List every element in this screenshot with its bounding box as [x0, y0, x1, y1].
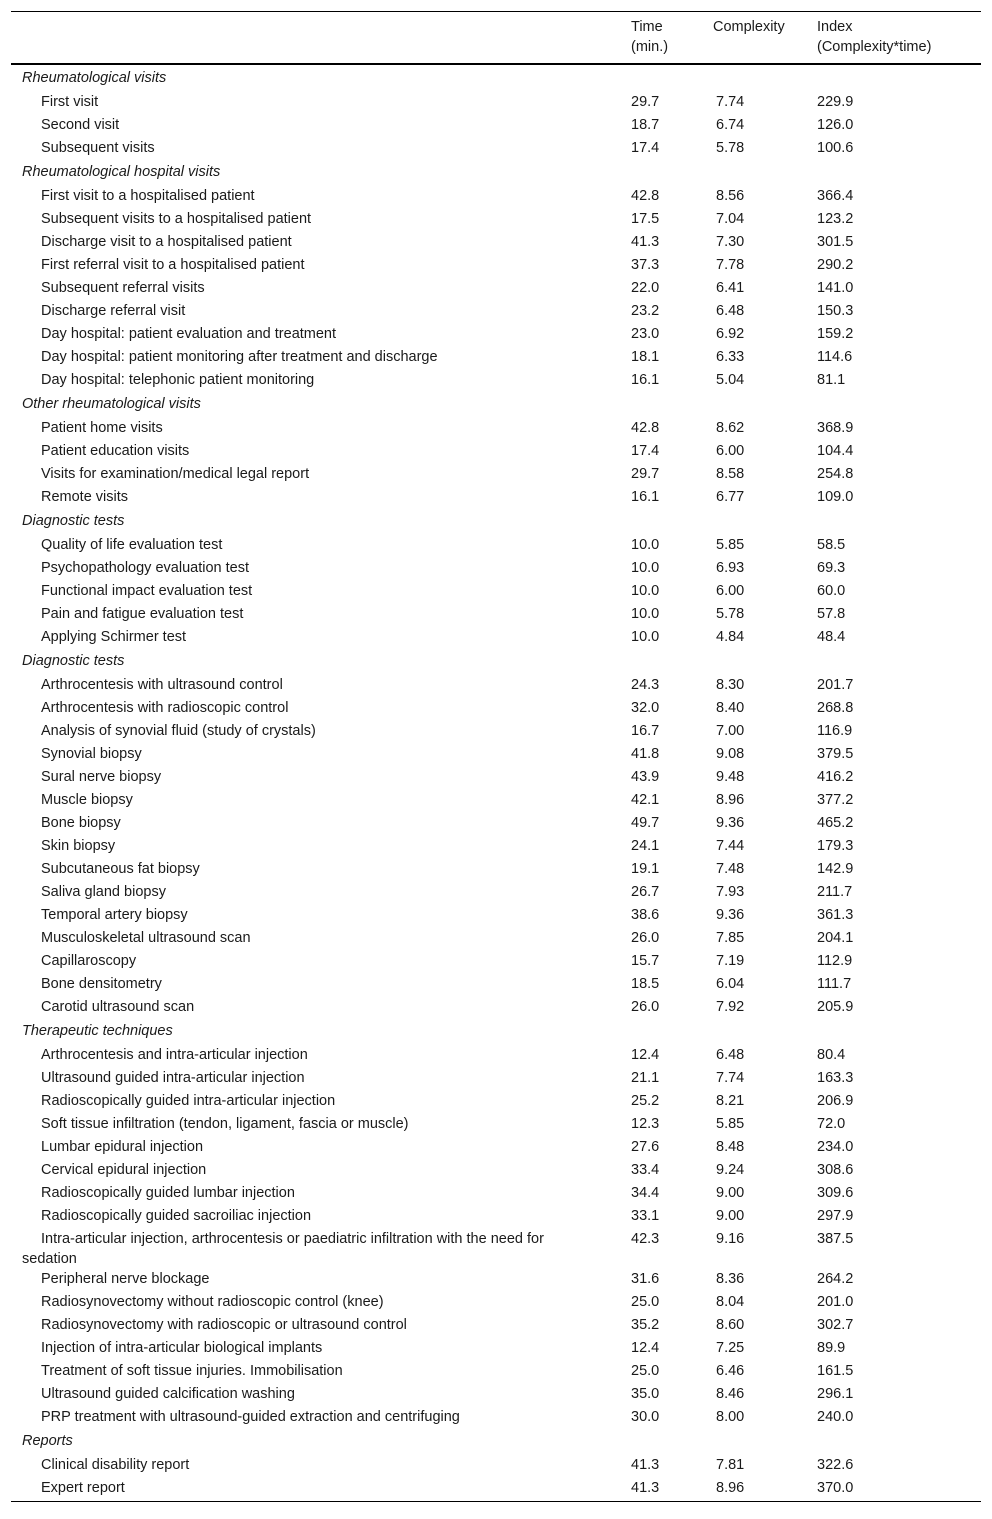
complexity-cell: 9.08 [716, 746, 745, 762]
index-cell: 104.4 [817, 443, 854, 459]
time-cell: 10.0 [631, 629, 660, 645]
complexity-cell: 6.33 [716, 349, 745, 365]
table-row [11, 441, 981, 464]
section-header-row [11, 393, 981, 418]
time-cell: 25.0 [631, 1363, 660, 1379]
time-cell: 23.2 [631, 303, 660, 319]
index-cell: 57.8 [817, 606, 846, 622]
index-cell: 150.3 [817, 303, 854, 319]
index-cell: 114.6 [817, 349, 853, 365]
row-label: Cervical epidural injection [41, 1162, 207, 1178]
header-time-line2: (min.) [631, 39, 669, 55]
time-cell: 16.7 [631, 723, 660, 739]
index-cell: 48.4 [817, 629, 846, 645]
index-cell: 60.0 [817, 583, 846, 599]
complexity-cell: 6.46 [716, 1363, 745, 1379]
complexity-cell: 7.81 [716, 1457, 745, 1473]
row-label: Day hospital: patient evaluation and treatment [41, 326, 337, 342]
header-row [11, 12, 981, 65]
index-cell: 163.3 [817, 1070, 854, 1086]
time-cell: 26.7 [631, 884, 660, 900]
complexity-cell: 7.30 [716, 234, 745, 250]
index-cell: 204.1 [817, 930, 854, 946]
complexity-cell: 6.04 [716, 976, 745, 992]
index-cell: 58.5 [817, 537, 846, 553]
row-label: Discharge referral visit [41, 303, 186, 319]
complexity-cell: 8.96 [713, 1478, 817, 1502]
index-cell: 387.5 [817, 1231, 854, 1247]
header-time [620, 12, 713, 65]
section-title: Rheumatological visits [22, 70, 167, 86]
index-cell: 268.8 [817, 700, 854, 716]
complexity-cell: 9.36 [716, 815, 745, 831]
time-cell: 49.7 [631, 815, 660, 831]
row-label: First visit [41, 94, 99, 110]
row-label: Subsequent visits to a hospitalised patient [41, 211, 312, 227]
complexity-cell: 7.78 [716, 257, 745, 273]
row-label: Radioscopically guided sacroiliac injection [41, 1208, 312, 1224]
complexity-cell: 7.85 [716, 930, 745, 946]
complexity-cell: 6.92 [716, 326, 745, 342]
row-label: Intra-articular injection, arthrocentesis or paediatric infiltration with the need for sedation [22, 1231, 544, 1267]
table-row [11, 1114, 981, 1137]
complexity-cell: 8.48 [716, 1139, 745, 1155]
index-cell: 309.6 [817, 1185, 854, 1201]
table-row [11, 1455, 981, 1478]
section-title: Rheumatological hospital visits [22, 164, 221, 180]
time-cell: 21.1 [631, 1070, 660, 1086]
table-row [11, 1137, 981, 1160]
table-row [11, 370, 981, 393]
row-label: Arthrocentesis with ultrasound control [41, 677, 283, 693]
time-cell: 19.1 [631, 861, 660, 877]
index-cell: 370.0 [817, 1478, 981, 1502]
row-label: Clinical disability report [41, 1457, 190, 1473]
time-cell: 42.8 [631, 188, 660, 204]
complexity-cell: 9.24 [716, 1162, 745, 1178]
index-cell: 465.2 [817, 815, 854, 831]
index-cell: 69.3 [817, 560, 846, 576]
row-label: Musculoskeletal ultrasound scan [41, 930, 251, 946]
section-title: Diagnostic tests [22, 513, 125, 529]
table-row [11, 1292, 981, 1315]
time-cell: 33.4 [631, 1162, 660, 1178]
row-label: Analysis of synovial fluid (study of crystals) [41, 723, 316, 739]
row-label: Subcutaneous fat biopsy [41, 861, 200, 877]
index-cell: 206.9 [817, 1093, 854, 1109]
time-cell: 18.1 [631, 349, 660, 365]
row-label: Patient home visits [41, 420, 163, 436]
time-cell: 18.7 [631, 117, 660, 133]
time-cell: 23.0 [631, 326, 660, 342]
complexity-cell: 8.58 [716, 466, 745, 482]
complexity-cell: 7.00 [716, 723, 745, 739]
time-cell: 34.4 [631, 1185, 660, 1201]
row-label: Arthrocentesis and intra-articular injection [41, 1047, 308, 1063]
row-label: Psychopathology evaluation test [41, 560, 249, 576]
index-cell: 126.0 [817, 117, 854, 133]
complexity-cell: 8.60 [716, 1317, 745, 1333]
row-label: Peripheral nerve blockage [41, 1271, 210, 1287]
time-cell: 10.0 [631, 560, 660, 576]
time-cell: 24.1 [631, 838, 660, 854]
table-row [11, 882, 981, 905]
complexity-cell: 5.78 [716, 606, 745, 622]
section-header-row [11, 64, 981, 92]
time-cell: 17.5 [631, 211, 660, 227]
time-cell: 15.7 [631, 953, 660, 969]
table-row [11, 698, 981, 721]
index-cell: 112.9 [817, 953, 853, 969]
header-empty [11, 12, 620, 65]
complexity-cell: 7.19 [716, 953, 745, 969]
complexity-cell: 8.30 [716, 677, 745, 693]
time-cell: 37.3 [631, 257, 660, 273]
table-row [11, 535, 981, 558]
table-row [11, 744, 981, 767]
table-row [11, 767, 981, 790]
index-cell: 240.0 [817, 1409, 854, 1425]
row-label: Applying Schirmer test [41, 629, 187, 645]
time-cell: 35.0 [631, 1386, 660, 1402]
time-cell: 41.3 [620, 1478, 713, 1502]
row-label: Arthrocentesis with radioscopic control [41, 700, 289, 716]
row-label: PRP treatment with ultrasound-guided extraction and centrifuging [41, 1409, 460, 1425]
complexity-cell: 7.44 [716, 838, 745, 854]
complexity-cell: 5.85 [716, 537, 745, 553]
index-cell: 322.6 [817, 1457, 854, 1473]
header-index-line2: (Complexity*time) [817, 39, 932, 55]
time-cell: 31.6 [631, 1271, 660, 1287]
time-cell: 42.1 [631, 792, 660, 808]
index-cell: 368.9 [817, 420, 854, 436]
time-cell: 29.7 [631, 466, 660, 482]
index-cell: 123.2 [817, 211, 854, 227]
header-complexity [713, 12, 817, 65]
time-cell: 24.3 [631, 677, 660, 693]
row-label: Injection of intra-articular biological implants [41, 1340, 323, 1356]
table-row [11, 209, 981, 232]
complexity-cell: 8.96 [716, 792, 745, 808]
time-cell: 26.0 [631, 999, 660, 1015]
complexity-cell: 7.48 [716, 861, 745, 877]
table-row [11, 115, 981, 138]
complexity-cell: 9.00 [716, 1208, 745, 1224]
table-body [11, 64, 981, 1502]
row-label: Remote visits [41, 489, 129, 505]
row-label: Ultrasound guided intra-articular injection [41, 1070, 305, 1086]
complexity-cell: 7.74 [716, 1070, 745, 1086]
table-row [11, 951, 981, 974]
complexity-cell: 6.77 [716, 489, 745, 505]
complexity-cell: 7.25 [716, 1340, 745, 1356]
header-index [817, 12, 981, 65]
table-row [11, 581, 981, 604]
row-label: Radioscopically guided intra-articular injection [41, 1093, 336, 1109]
complexity-cell: 8.00 [716, 1409, 745, 1425]
table-row [11, 1206, 981, 1229]
time-cell: 33.1 [631, 1208, 660, 1224]
table-row [11, 627, 981, 650]
complexity-cell: 5.04 [716, 372, 745, 388]
index-cell: 302.7 [817, 1317, 854, 1333]
table-row [11, 1384, 981, 1407]
section-title: Other rheumatological visits [22, 396, 201, 412]
header-time-line1: Time [631, 19, 663, 35]
complexity-cell: 5.85 [716, 1116, 745, 1132]
index-cell: 416.2 [817, 769, 854, 785]
index-cell: 116.9 [817, 723, 853, 739]
table-row [11, 604, 981, 627]
row-label: First referral visit to a hospitalised patient [41, 257, 305, 273]
index-cell: 142.9 [817, 861, 854, 877]
index-cell: 159.2 [817, 326, 854, 342]
row-label: Day hospital: patient monitoring after treatment and discharge [41, 349, 438, 365]
row-label: Second visit [41, 117, 120, 133]
header-complexity-label: Complexity [713, 19, 785, 35]
time-cell: 38.6 [631, 907, 660, 923]
row-label: Synovial biopsy [41, 746, 142, 762]
row-label: Radiosynovectomy without radioscopic control (knee) [41, 1294, 384, 1310]
row-label: Expert report [11, 1478, 620, 1502]
table-row [11, 1045, 981, 1068]
row-label: Radiosynovectomy with radioscopic or ultrasound control [41, 1317, 407, 1333]
table-row [11, 138, 981, 161]
table-row [11, 905, 981, 928]
index-cell: 100.6 [817, 140, 854, 156]
complexity-cell: 7.04 [716, 211, 745, 227]
time-cell: 22.0 [631, 280, 660, 296]
table-row [11, 813, 981, 836]
time-cell: 42.3 [631, 1231, 660, 1247]
table-row [11, 558, 981, 581]
time-cell: 17.4 [631, 140, 660, 156]
table-row [11, 347, 981, 370]
complexity-cell: 9.00 [716, 1185, 745, 1201]
complexity-cell: 9.36 [716, 907, 745, 923]
index-cell: 308.6 [817, 1162, 854, 1178]
time-cell: 27.6 [631, 1139, 660, 1155]
index-cell: 377.2 [817, 792, 854, 808]
data-table [11, 11, 981, 1502]
table-row [11, 1183, 981, 1206]
index-cell: 161.5 [817, 1363, 854, 1379]
index-cell: 211.7 [817, 884, 853, 900]
table-row [11, 255, 981, 278]
index-cell: 254.8 [817, 466, 854, 482]
table-row [11, 859, 981, 882]
time-cell: 10.0 [631, 583, 660, 599]
row-label: Patient education visits [41, 443, 190, 459]
section-header-row [11, 161, 981, 186]
time-cell: 30.0 [631, 1409, 660, 1425]
table-row [11, 1315, 981, 1338]
table-row [11, 1160, 981, 1183]
time-cell: 25.2 [631, 1093, 660, 1109]
row-label: Muscle biopsy [41, 792, 133, 808]
complexity-cell: 6.48 [716, 303, 745, 319]
time-cell: 41.3 [631, 234, 660, 250]
table-row [11, 92, 981, 115]
row-label: Day hospital: telephonic patient monitoring [41, 372, 315, 388]
time-cell: 10.0 [631, 606, 660, 622]
index-cell: 201.0 [817, 1294, 854, 1310]
time-cell: 41.3 [631, 1457, 660, 1473]
table-row [11, 836, 981, 859]
index-cell: 179.3 [817, 838, 854, 854]
row-label: Bone densitometry [41, 976, 162, 992]
index-cell: 366.4 [817, 188, 854, 204]
row-label: Treatment of soft tissue injuries. Immobilisation [41, 1363, 343, 1379]
index-cell: 141.0 [817, 280, 854, 296]
table-row [11, 790, 981, 813]
time-cell: 10.0 [631, 537, 660, 553]
row-label: Soft tissue infiltration (tendon, ligament, fascia or muscle) [41, 1116, 409, 1132]
complexity-cell: 8.62 [716, 420, 745, 436]
time-cell: 42.8 [631, 420, 660, 436]
table-row [11, 418, 981, 441]
complexity-cell: 8.56 [716, 188, 745, 204]
time-cell: 32.0 [631, 700, 660, 716]
table-row [11, 1068, 981, 1091]
table-row [11, 997, 981, 1020]
complexity-cell: 8.40 [716, 700, 745, 716]
row-label: Carotid ultrasound scan [41, 999, 195, 1015]
time-cell: 29.7 [631, 94, 660, 110]
complexity-cell: 6.00 [716, 443, 745, 459]
complexity-cell: 8.04 [716, 1294, 745, 1310]
row-label: Functional impact evaluation test [41, 583, 253, 599]
section-header-row [11, 1430, 981, 1455]
table-row [11, 1478, 981, 1502]
index-cell: 301.5 [817, 234, 854, 250]
row-label: Lumbar epidural injection [41, 1139, 204, 1155]
index-cell: 201.7 [817, 677, 854, 693]
table-row [11, 974, 981, 997]
complexity-cell: 8.21 [716, 1093, 745, 1109]
row-label: Temporal artery biopsy [41, 907, 188, 923]
row-label: Radioscopically guided lumbar injection [41, 1185, 295, 1201]
index-cell: 89.9 [817, 1340, 846, 1356]
index-cell: 81.1 [817, 372, 846, 388]
table-row [11, 232, 981, 255]
table-row [11, 278, 981, 301]
time-cell: 12.4 [631, 1340, 660, 1356]
table-row [11, 464, 981, 487]
complexity-cell: 8.46 [716, 1386, 745, 1402]
row-label: Capillaroscopy [41, 953, 137, 969]
complexity-cell: 6.93 [716, 560, 745, 576]
complexity-cell: 7.92 [716, 999, 745, 1015]
row-label: Pain and fatigue evaluation test [41, 606, 244, 622]
row-label: Subsequent visits [41, 140, 155, 156]
index-cell: 229.9 [817, 94, 854, 110]
complexity-cell: 4.84 [716, 629, 745, 645]
index-cell: 296.1 [817, 1386, 854, 1402]
table-row [11, 301, 981, 324]
header-index-line1: Index [817, 19, 853, 35]
row-label: Bone biopsy [41, 815, 121, 831]
row-label: Ultrasound guided calcification washing [41, 1386, 295, 1402]
complexity-cell: 6.41 [716, 280, 745, 296]
table-row [11, 487, 981, 510]
complexity-cell: 5.78 [716, 140, 745, 156]
complexity-cell: 7.74 [716, 94, 745, 110]
index-cell: 361.3 [817, 907, 854, 923]
row-label: Sural nerve biopsy [41, 769, 162, 785]
time-cell: 16.1 [631, 372, 660, 388]
index-cell: 72.0 [817, 1116, 846, 1132]
table-header [11, 12, 981, 65]
time-cell: 12.3 [631, 1116, 660, 1132]
time-cell: 26.0 [631, 930, 660, 946]
complexity-cell: 9.48 [716, 769, 745, 785]
complexity-cell: 6.00 [716, 583, 745, 599]
table-row [11, 1407, 981, 1430]
row-label: Discharge visit to a hospitalised patient [41, 234, 292, 250]
row-label: Subsequent referral visits [41, 280, 205, 296]
table-row [11, 675, 981, 698]
section-header-row [11, 510, 981, 535]
section-header-row [11, 650, 981, 675]
time-cell: 16.1 [631, 489, 660, 505]
table-row [11, 1361, 981, 1384]
row-label: Skin biopsy [41, 838, 116, 854]
time-cell: 43.9 [631, 769, 660, 785]
table-row [11, 324, 981, 347]
row-label: Visits for examination/medical legal report [41, 466, 310, 482]
index-cell: 109.0 [817, 489, 854, 505]
table-container [11, 11, 981, 1502]
complexity-cell: 8.36 [716, 1271, 745, 1287]
table-row [11, 1338, 981, 1361]
index-cell: 205.9 [817, 999, 854, 1015]
time-cell: 25.0 [631, 1294, 660, 1310]
section-title: Therapeutic techniques [22, 1023, 173, 1039]
index-cell: 111.7 [817, 976, 852, 992]
row-label: First visit to a hospitalised patient [41, 188, 255, 204]
time-cell: 12.4 [631, 1047, 660, 1063]
complexity-cell: 7.93 [716, 884, 745, 900]
section-header-row [11, 1020, 981, 1045]
index-cell: 264.2 [817, 1271, 854, 1287]
section-title: Diagnostic tests [22, 653, 125, 669]
table-row [11, 928, 981, 951]
complexity-cell: 6.74 [716, 117, 745, 133]
time-cell: 17.4 [631, 443, 660, 459]
index-cell: 297.9 [817, 1208, 854, 1224]
row-label: Saliva gland biopsy [41, 884, 166, 900]
section-title: Reports [22, 1433, 73, 1449]
table-row [11, 1091, 981, 1114]
index-cell: 290.2 [817, 257, 854, 273]
table-row [11, 1269, 981, 1292]
index-cell: 379.5 [817, 746, 854, 762]
table-row [11, 721, 981, 744]
index-cell: 234.0 [817, 1139, 854, 1155]
row-label: Quality of life evaluation test [41, 537, 223, 553]
table-row [11, 1229, 981, 1269]
table-row [11, 186, 981, 209]
index-cell: 80.4 [817, 1047, 846, 1063]
time-cell: 35.2 [631, 1317, 660, 1333]
complexity-cell: 9.16 [716, 1231, 745, 1247]
complexity-cell: 6.48 [716, 1047, 745, 1063]
time-cell: 41.8 [631, 746, 660, 762]
time-cell: 18.5 [631, 976, 660, 992]
